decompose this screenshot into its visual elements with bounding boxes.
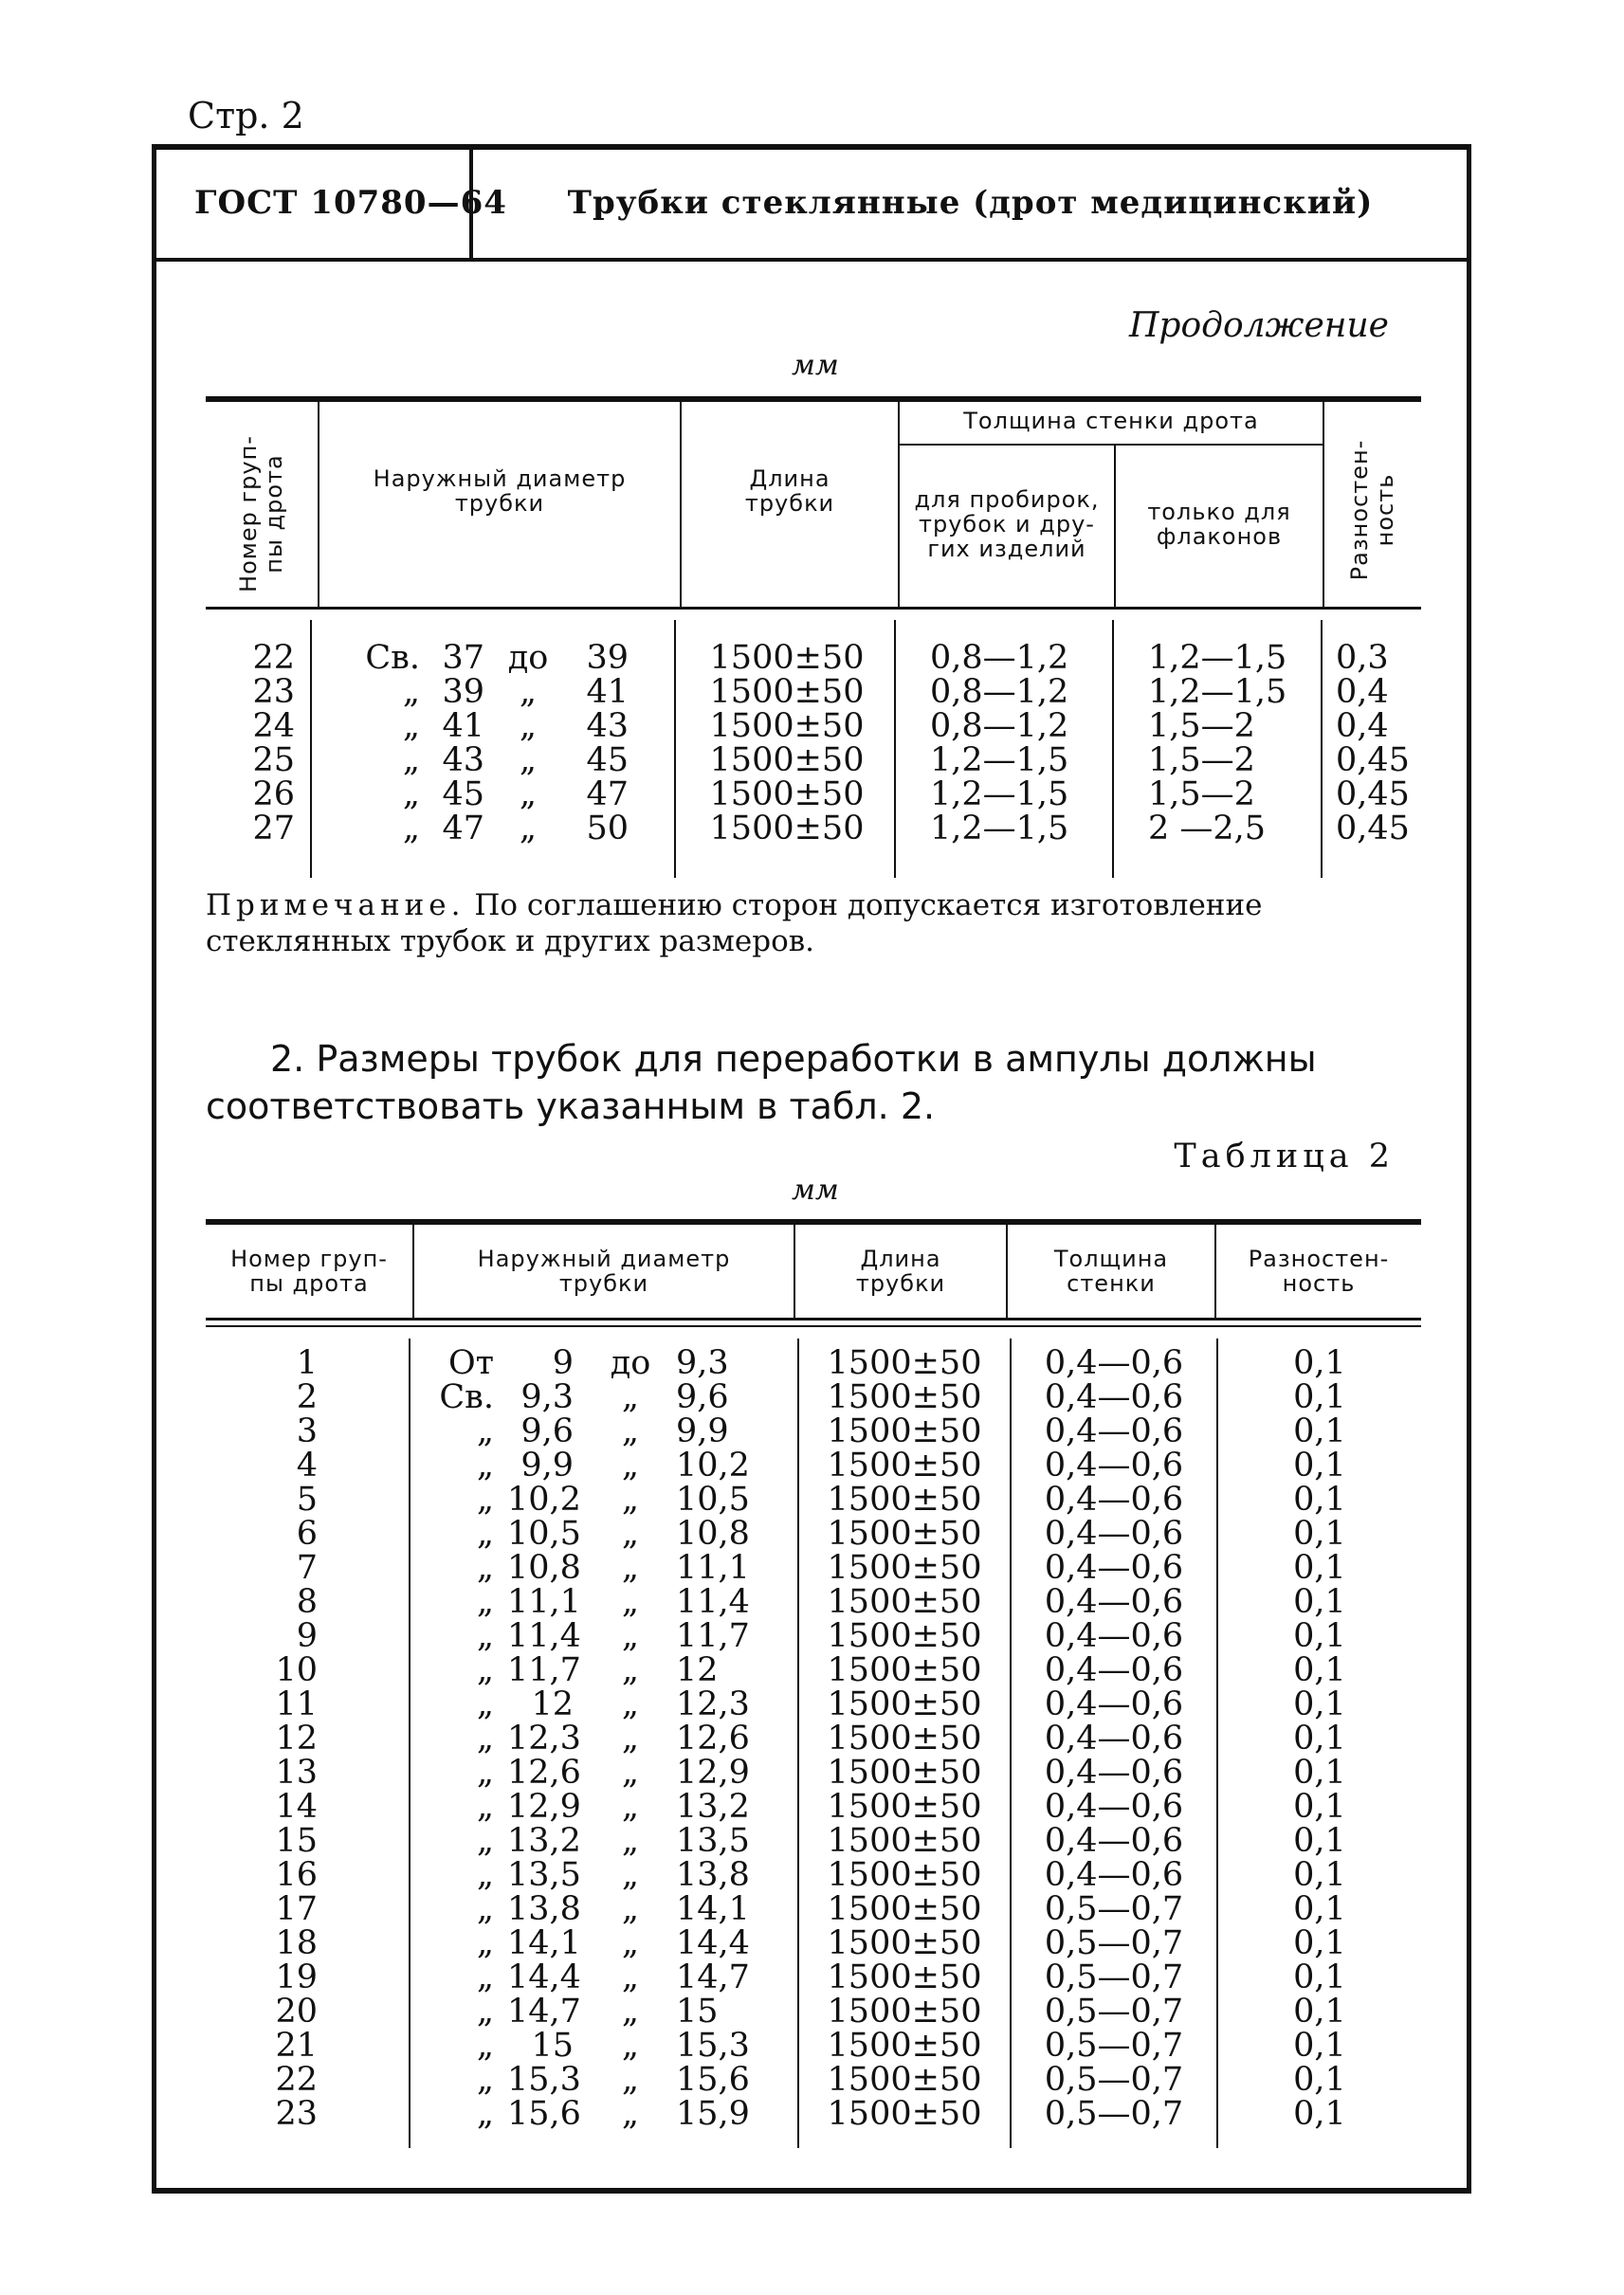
group-number: 22 [252, 639, 295, 677]
diameter-from: 10,5 [507, 1515, 581, 1553]
diff-value: 0,3 [1336, 639, 1389, 677]
table2-row [206, 1651, 1421, 1689]
length-value: 1500±50 [827, 2027, 982, 2065]
length-value: 1500±50 [827, 1583, 982, 1621]
diameter-to: 45 [586, 741, 629, 779]
diff-value: 0,1 [1293, 1344, 1346, 1382]
diameter-mid: „ [621, 1788, 640, 1826]
table2-row [206, 1822, 1421, 1860]
group-number: 18 [275, 1924, 318, 1962]
page-frame [152, 144, 1471, 2194]
table2-header-length: Длина трубки [855, 1246, 946, 1297]
diameter-from: 12,6 [507, 1754, 581, 1792]
group-number: 19 [275, 1958, 318, 1996]
diameter-prefix: „ [476, 1617, 494, 1655]
group-number: 22 [275, 2061, 318, 2099]
length-value: 1500±50 [709, 707, 865, 745]
diff-value: 0,45 [1336, 810, 1410, 847]
diameter-to: 13,2 [676, 1788, 750, 1826]
diff-value: 0,1 [1293, 1685, 1346, 1723]
diameter-mid: „ [621, 1378, 640, 1416]
diameter-from: 13,2 [507, 1822, 581, 1860]
diameter-mid: „ [621, 1958, 640, 1996]
length-value: 1500±50 [709, 741, 865, 779]
table2-header-group: Номер груп- пы дрота [230, 1246, 388, 1297]
diameter-mid: „ [621, 1822, 640, 1860]
diameter-prefix: „ [476, 1481, 494, 1519]
table2-row [206, 1412, 1421, 1450]
length-value: 1500±50 [827, 2095, 982, 2133]
diameter-from: 9,9 [520, 1447, 574, 1484]
length-value: 1500±50 [827, 2061, 982, 2099]
diameter-prefix: „ [476, 1822, 494, 1860]
thickness-a: 1,2—1,5 [930, 810, 1069, 847]
table2-label: Таблица 2 [1174, 1138, 1395, 1175]
diameter-from: 43 [442, 741, 484, 779]
diameter-to: 13,8 [676, 1856, 750, 1894]
diameter-from: 13,5 [507, 1856, 581, 1894]
diameter-from: 37 [442, 639, 484, 677]
diameter-from: 9,3 [520, 1378, 574, 1416]
standard-title: Трубки стеклянные (дрот медицинский) [567, 184, 1374, 222]
diameter-to: 15,9 [676, 2095, 750, 2133]
thickness-value: 0,4—0,6 [1044, 1617, 1184, 1655]
diff-value: 0,1 [1293, 1617, 1346, 1655]
thickness-b: 1,5—2 [1148, 707, 1255, 745]
diameter-to: 15,3 [676, 2027, 750, 2065]
diameter-to: 43 [586, 707, 629, 745]
diameter-prefix: От [447, 1344, 494, 1382]
diameter-to: 15 [676, 1993, 719, 2031]
length-value: 1500±50 [709, 775, 865, 813]
group-number: 16 [275, 1856, 318, 1894]
group-number: 12 [275, 1720, 318, 1758]
diameter-prefix: „ [402, 775, 420, 813]
diameter-mid: „ [621, 1685, 640, 1723]
thickness-value: 0,4—0,6 [1044, 1822, 1184, 1860]
length-value: 1500±50 [827, 1412, 982, 1450]
thickness-value: 0,4—0,6 [1044, 1583, 1184, 1621]
thickness-a: 1,2—1,5 [930, 775, 1069, 813]
length-value: 1500±50 [827, 1515, 982, 1553]
table2-row [206, 1344, 1421, 1382]
table1-header-diameter: Наружный диаметр трубки [373, 465, 627, 517]
diameter-to: 10,2 [676, 1447, 750, 1484]
diameter-prefix: „ [476, 1685, 494, 1723]
table2-row [206, 1958, 1421, 1996]
diameter-prefix: „ [476, 1754, 494, 1792]
diameter-from: 14,7 [507, 1993, 581, 2031]
diameter-from: 15,3 [507, 2061, 581, 2099]
diameter-from: 47 [442, 810, 484, 847]
diameter-prefix: „ [402, 673, 420, 711]
table2 [206, 1219, 1421, 2167]
diameter-from: 12 [531, 1685, 574, 1723]
diameter-from: 10,2 [507, 1481, 581, 1519]
diameter-mid: „ [621, 1549, 640, 1587]
thickness-value: 0,4—0,6 [1044, 1447, 1184, 1484]
diameter-from: 15,6 [507, 2095, 581, 2133]
page-number: Стр. 2 [188, 95, 304, 137]
length-value: 1500±50 [827, 1378, 982, 1416]
table1-row [206, 775, 1421, 813]
table2-row [206, 1549, 1421, 1587]
paragraph-2: 2. Размеры трубок для переработки в ампулы должны соответствовать указанным в табл. 2. [206, 1038, 1317, 1127]
thickness-value: 0,5—0,7 [1044, 1890, 1184, 1928]
length-value: 1500±50 [827, 1720, 982, 1758]
diameter-to: 12,6 [676, 1720, 750, 1758]
diameter-prefix: „ [476, 1788, 494, 1826]
diameter-prefix: „ [402, 707, 420, 745]
diameter-mid: „ [621, 1890, 640, 1928]
diameter-prefix: „ [402, 741, 420, 779]
diameter-from: 9,6 [520, 1412, 574, 1450]
group-number: 13 [275, 1754, 318, 1792]
diameter-to: 14,7 [676, 1958, 750, 1996]
diameter-to: 12 [676, 1651, 719, 1689]
diameter-mid: „ [621, 1924, 640, 1962]
table2-row [206, 1583, 1421, 1621]
diameter-from: 15 [531, 2027, 574, 2065]
header-divider [469, 150, 473, 258]
diameter-mid: „ [621, 1481, 640, 1519]
table2-row [206, 1685, 1421, 1723]
thickness-value: 0,4—0,6 [1044, 1549, 1184, 1587]
diff-value: 0,1 [1293, 1958, 1346, 1996]
diff-value: 0,1 [1293, 2061, 1346, 2099]
thickness-value: 0,4—0,6 [1044, 1685, 1184, 1723]
diameter-prefix: „ [476, 1890, 494, 1928]
group-number: 17 [275, 1890, 318, 1928]
table2-row [206, 2061, 1421, 2099]
table1-header-thickness: Толщина стенки дрота [963, 408, 1259, 434]
thickness-b: 2 —2,5 [1148, 810, 1267, 847]
table2-row [206, 1617, 1421, 1655]
diameter-mid: до [507, 639, 549, 677]
group-number: 27 [252, 810, 295, 847]
diameter-mid: „ [621, 1412, 640, 1450]
diameter-from: 10,8 [507, 1549, 581, 1587]
group-number: 23 [275, 2095, 318, 2133]
length-value: 1500±50 [827, 1754, 982, 1792]
diameter-to: 9,6 [676, 1378, 729, 1416]
diameter-mid: „ [519, 775, 538, 813]
standard-code: ГОСТ 10780—64 [194, 184, 507, 222]
table2-header-diameter: Наружный диаметр трубки [477, 1246, 731, 1297]
diff-value: 0,1 [1293, 1822, 1346, 1860]
diff-value: 0,1 [1293, 1856, 1346, 1894]
group-number: 9 [296, 1617, 318, 1655]
group-number: 1 [296, 1344, 318, 1382]
group-number: 3 [296, 1412, 318, 1450]
diff-value: 0,1 [1293, 1515, 1346, 1553]
diameter-mid: „ [519, 741, 538, 779]
diff-value: 0,1 [1293, 2027, 1346, 2065]
length-value: 1500±50 [827, 1822, 982, 1860]
diameter-to: 14,4 [676, 1924, 750, 1962]
diff-value: 0,1 [1293, 1583, 1346, 1621]
diff-value: 0,1 [1293, 1890, 1346, 1928]
diameter-mid: „ [621, 1754, 640, 1792]
thickness-value: 0,5—0,7 [1044, 1958, 1184, 1996]
length-value: 1500±50 [827, 1344, 982, 1382]
diameter-from: 14,1 [507, 1924, 581, 1962]
diameter-prefix: „ [476, 1583, 494, 1621]
table2-header-thickness: Толщина стенки [1053, 1246, 1169, 1297]
length-value: 1500±50 [827, 1549, 982, 1587]
diameter-prefix: „ [476, 1924, 494, 1962]
diameter-prefix: „ [476, 1993, 494, 2031]
diff-value: 0,1 [1293, 1549, 1346, 1587]
diameter-to: 12,3 [676, 1685, 750, 1723]
diameter-to: 41 [586, 673, 629, 711]
length-value: 1500±50 [827, 1685, 982, 1723]
group-number: 10 [275, 1651, 318, 1689]
table1-row [206, 810, 1421, 847]
table1-row [206, 639, 1421, 677]
diameter-mid: „ [621, 1617, 640, 1655]
table1-header-length: Длина трубки [744, 465, 835, 517]
length-value: 1500±50 [709, 673, 865, 711]
length-value: 1500±50 [827, 1890, 982, 1928]
length-value: 1500±50 [827, 1481, 982, 1519]
table1-header-thickness-b: только для флаконов [1147, 499, 1291, 550]
diameter-to: 12,9 [676, 1754, 750, 1792]
header-rule [156, 258, 1467, 262]
thickness-b: 1,5—2 [1148, 775, 1255, 813]
diameter-from: 11,1 [507, 1583, 581, 1621]
diameter-mid: „ [621, 1447, 640, 1484]
thickness-value: 0,5—0,7 [1044, 1924, 1184, 1962]
table2-row [206, 1993, 1421, 2031]
table1-row [206, 741, 1421, 779]
diameter-prefix: „ [476, 1515, 494, 1553]
group-number: 11 [275, 1685, 318, 1723]
group-number: 4 [296, 1447, 318, 1484]
thickness-value: 0,4—0,6 [1044, 1344, 1184, 1382]
diameter-to: 13,5 [676, 1822, 750, 1860]
table2-row [206, 2095, 1421, 2133]
group-number: 20 [275, 1993, 318, 2031]
diff-value: 0,1 [1293, 1447, 1346, 1484]
diff-value: 0,1 [1293, 1788, 1346, 1826]
length-value: 1500±50 [827, 1924, 982, 1962]
length-value: 1500±50 [827, 1447, 982, 1484]
table2-row [206, 1447, 1421, 1484]
diameter-to: 50 [586, 810, 629, 847]
diameter-to: 9,3 [676, 1344, 729, 1382]
thickness-a: 1,2—1,5 [930, 741, 1069, 779]
diameter-to: 10,5 [676, 1481, 750, 1519]
diameter-mid: „ [621, 1583, 640, 1621]
diameter-from: 14,4 [507, 1958, 581, 1996]
diameter-prefix: Св. [365, 639, 420, 677]
table2-row [206, 1720, 1421, 1758]
diameter-mid: „ [621, 2027, 640, 2065]
diameter-to: 15,6 [676, 2061, 750, 2099]
diameter-from: 41 [442, 707, 484, 745]
diameter-prefix: „ [476, 1412, 494, 1450]
diff-value: 0,1 [1293, 1924, 1346, 1962]
thickness-a: 0,8—1,2 [930, 707, 1069, 745]
table2-row [206, 1515, 1421, 1553]
thickness-a: 0,8—1,2 [930, 673, 1069, 711]
diameter-to: 11,7 [676, 1617, 750, 1655]
diameter-from: 13,8 [507, 1890, 581, 1928]
length-value: 1500±50 [709, 639, 865, 677]
group-number: 5 [296, 1481, 318, 1519]
length-value: 1500±50 [827, 1617, 982, 1655]
group-number: 24 [252, 707, 295, 745]
diameter-from: 39 [442, 673, 484, 711]
diameter-from: 11,4 [507, 1617, 581, 1655]
continuation-label: Продолжение [1129, 306, 1389, 345]
diff-value: 0,45 [1336, 741, 1410, 779]
table1-header-diff: Разностен- ность [1346, 439, 1398, 581]
diameter-mid: „ [519, 673, 538, 711]
diameter-mid: „ [519, 707, 538, 745]
diameter-from: 11,7 [507, 1651, 581, 1689]
diameter-to: 14,1 [676, 1890, 750, 1928]
group-number: 7 [296, 1549, 318, 1587]
diameter-from: 45 [442, 775, 484, 813]
table2-row [206, 1856, 1421, 1894]
group-number: 2 [296, 1378, 318, 1416]
diff-value: 0,1 [1293, 1378, 1346, 1416]
thickness-value: 0,4—0,6 [1044, 1720, 1184, 1758]
table2-row [206, 1378, 1421, 1416]
diameter-prefix: „ [476, 2027, 494, 2065]
group-number: 25 [252, 741, 295, 779]
diameter-mid: „ [621, 1993, 640, 2031]
diff-value: 0,45 [1336, 775, 1410, 813]
diff-value: 0,1 [1293, 1720, 1346, 1758]
group-number: 23 [252, 673, 295, 711]
thickness-a: 0,8—1,2 [930, 639, 1069, 677]
diameter-from: 9 [552, 1344, 574, 1382]
diameter-prefix: „ [476, 1447, 494, 1484]
table2-row [206, 1924, 1421, 1962]
thickness-value: 0,4—0,6 [1044, 1788, 1184, 1826]
thickness-value: 0,4—0,6 [1044, 1412, 1184, 1450]
diameter-mid: „ [621, 1515, 640, 1553]
group-number: 26 [252, 775, 295, 813]
length-value: 1500±50 [827, 1958, 982, 1996]
table2-row [206, 1481, 1421, 1519]
thickness-value: 0,5—0,7 [1044, 2027, 1184, 2065]
table1-note [206, 887, 1429, 959]
diameter-prefix: „ [476, 1958, 494, 1996]
diameter-mid: „ [519, 810, 538, 847]
note-text: По соглашению сторон допускается изготовление стеклянных трубок и других размеров. [206, 888, 1263, 958]
diff-value: 0,4 [1336, 673, 1389, 711]
diameter-prefix: „ [402, 810, 420, 847]
table2-row [206, 2027, 1421, 2065]
thickness-value: 0,4—0,6 [1044, 1481, 1184, 1519]
thickness-value: 0,5—0,7 [1044, 2095, 1184, 2133]
thickness-value: 0,4—0,6 [1044, 1378, 1184, 1416]
diameter-mid: до [610, 1344, 651, 1382]
length-value: 1500±50 [827, 1993, 982, 2031]
diameter-mid: „ [621, 2095, 640, 2133]
length-value: 1500±50 [827, 1651, 982, 1689]
thickness-value: 0,4—0,6 [1044, 1651, 1184, 1689]
group-number: 15 [275, 1822, 318, 1860]
thickness-value: 0,4—0,6 [1044, 1856, 1184, 1894]
thickness-b: 1,5—2 [1148, 741, 1255, 779]
diff-value: 0,1 [1293, 1754, 1346, 1792]
diameter-prefix: „ [476, 1549, 494, 1587]
table2-row [206, 1890, 1421, 1928]
table1-unit: мм [792, 349, 839, 382]
group-number: 14 [275, 1788, 318, 1826]
table2-row [206, 1754, 1421, 1792]
diff-value: 0,1 [1293, 1412, 1346, 1450]
diameter-to: 47 [586, 775, 629, 813]
thickness-value: 0,5—0,7 [1044, 1993, 1184, 2031]
diameter-prefix: „ [476, 1651, 494, 1689]
diameter-from: 12,3 [507, 1720, 581, 1758]
thickness-b: 1,2—1,5 [1148, 639, 1287, 677]
length-value: 1500±50 [709, 810, 865, 847]
table2-row [206, 1788, 1421, 1826]
thickness-value: 0,5—0,7 [1044, 2061, 1184, 2099]
diff-value: 0,4 [1336, 707, 1389, 745]
diameter-prefix: „ [476, 1720, 494, 1758]
diameter-prefix: „ [476, 1856, 494, 1894]
diameter-prefix: „ [476, 2095, 494, 2133]
diameter-to: 11,4 [676, 1583, 750, 1621]
diff-value: 0,1 [1293, 2095, 1346, 2133]
diameter-to: 11,1 [676, 1549, 750, 1587]
diameter-from: 12,9 [507, 1788, 581, 1826]
table2-unit: мм [792, 1174, 839, 1207]
table1-row [206, 673, 1421, 711]
diameter-prefix: Св. [439, 1378, 494, 1416]
thickness-b: 1,2—1,5 [1148, 673, 1287, 711]
diff-value: 0,1 [1293, 1651, 1346, 1689]
diameter-mid: „ [621, 1720, 640, 1758]
thickness-value: 0,4—0,6 [1044, 1754, 1184, 1792]
group-number: 8 [296, 1583, 318, 1621]
diameter-mid: „ [621, 1856, 640, 1894]
diameter-mid: „ [621, 2061, 640, 2099]
table1-header-group: Номер груп- пы дрота [235, 435, 287, 592]
diameter-mid: „ [621, 1651, 640, 1689]
diameter-to: 10,8 [676, 1515, 750, 1553]
length-value: 1500±50 [827, 1856, 982, 1894]
diff-value: 0,1 [1293, 1481, 1346, 1519]
diameter-to: 39 [586, 639, 629, 677]
diameter-to: 9,9 [676, 1412, 729, 1450]
table1-row [206, 707, 1421, 745]
group-number: 6 [296, 1515, 318, 1553]
group-number: 21 [275, 2027, 318, 2065]
note-label: Примечание. [206, 888, 465, 922]
table1-header-thickness-a: для пробирок, трубок и дру- гих изделий [914, 486, 1100, 562]
thickness-value: 0,4—0,6 [1044, 1515, 1184, 1553]
length-value: 1500±50 [827, 1788, 982, 1826]
table2-header-diff: Разностен- ность [1248, 1246, 1390, 1297]
diff-value: 0,1 [1293, 1993, 1346, 2031]
diameter-prefix: „ [476, 2061, 494, 2099]
